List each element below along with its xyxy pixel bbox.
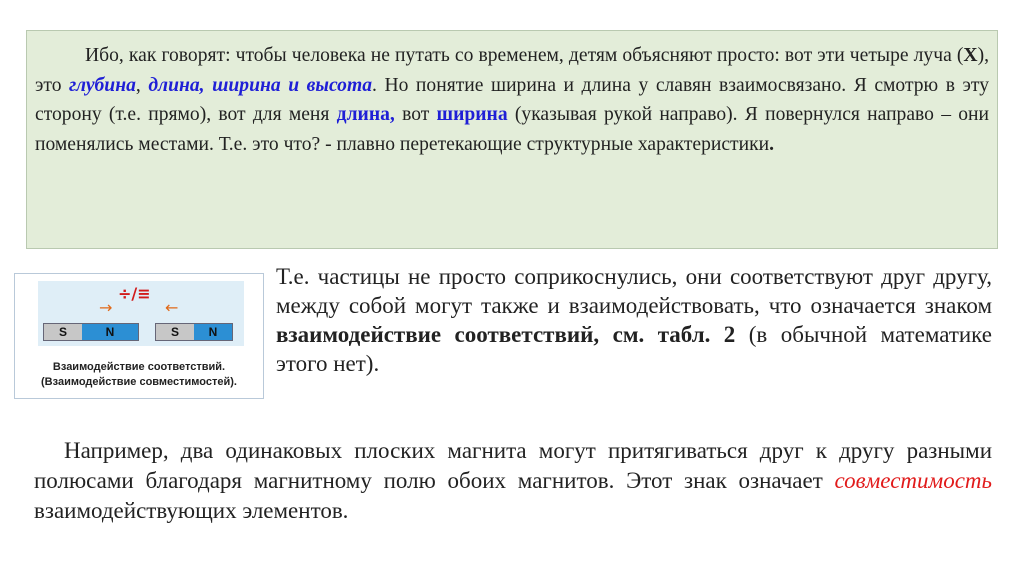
figure-caption-2: (Взаимодействие совместимостей). <box>41 376 237 388</box>
text-box <box>26 30 998 249</box>
side-text-1: Т.е. частицы не просто соприкоснулись, они соответствуют друг другу, между собой могут также и взаимодействовать, что означается знаком <box>276 264 992 318</box>
example-text-1: Например, два одинаковых плоских магнита могут притягиваться друг к другу разными полюсами благодаря магнитному полю обоих магнитов. Этот знак означает <box>34 438 992 493</box>
term-shirina: ширина <box>436 104 508 125</box>
magnet-2-north-pole: N <box>194 324 232 340</box>
magnet-2-south-pole: S <box>156 324 194 340</box>
arrow-left-icon: ← <box>165 298 179 317</box>
term-dimensions: длина, ширина и высота <box>148 74 373 96</box>
side-text-2: (в обычной математике этого нет). <box>276 322 992 376</box>
box-paragraph <box>35 41 989 159</box>
term-dlina: длина, <box>336 104 395 125</box>
box-text-5: (указывая рукой направо). Я повернулся направо – они поменялись местами. Т.е. это что? - плавно перетекающие структурные характеристики <box>35 104 989 155</box>
box-comma: , <box>135 74 149 96</box>
term-compatibility: совместимость <box>834 468 992 493</box>
side-bold-term: взаимодействие соответствий, см. табл. 2 <box>276 322 736 347</box>
side-paragraph <box>276 262 992 378</box>
arrow-right-icon: → <box>99 298 113 317</box>
magnet-2 <box>155 323 233 341</box>
magnet-1-south-pole: S <box>44 324 82 340</box>
box-text-4: вот <box>394 104 437 125</box>
box-text-3: . Но понятие ширина и длина у славян взаимосвязано. Я смотрю в эту сторону (т.е. прямо), вот для меня <box>35 74 990 125</box>
box-period: . <box>769 133 775 155</box>
magnet-figure <box>14 273 264 399</box>
x-symbol: Х <box>963 45 978 66</box>
example-paragraph <box>34 436 992 526</box>
magnet-1-north-pole: N <box>82 324 138 340</box>
term-glubina: глубина <box>69 74 136 96</box>
compatibility-sign: ÷/≡ <box>118 284 151 303</box>
example-text-2: взаимодействующих элементов. <box>34 498 349 523</box>
magnet-1 <box>43 323 139 341</box>
box-text-2: ), это <box>35 45 989 96</box>
box-text-1: Ибо, как говорят: чтобы человека не путать со временем, детям объясняют просто: вот эти четыре луча ( <box>85 45 964 66</box>
figure-caption-1: Взаимодействие соответствий. <box>52 361 226 373</box>
